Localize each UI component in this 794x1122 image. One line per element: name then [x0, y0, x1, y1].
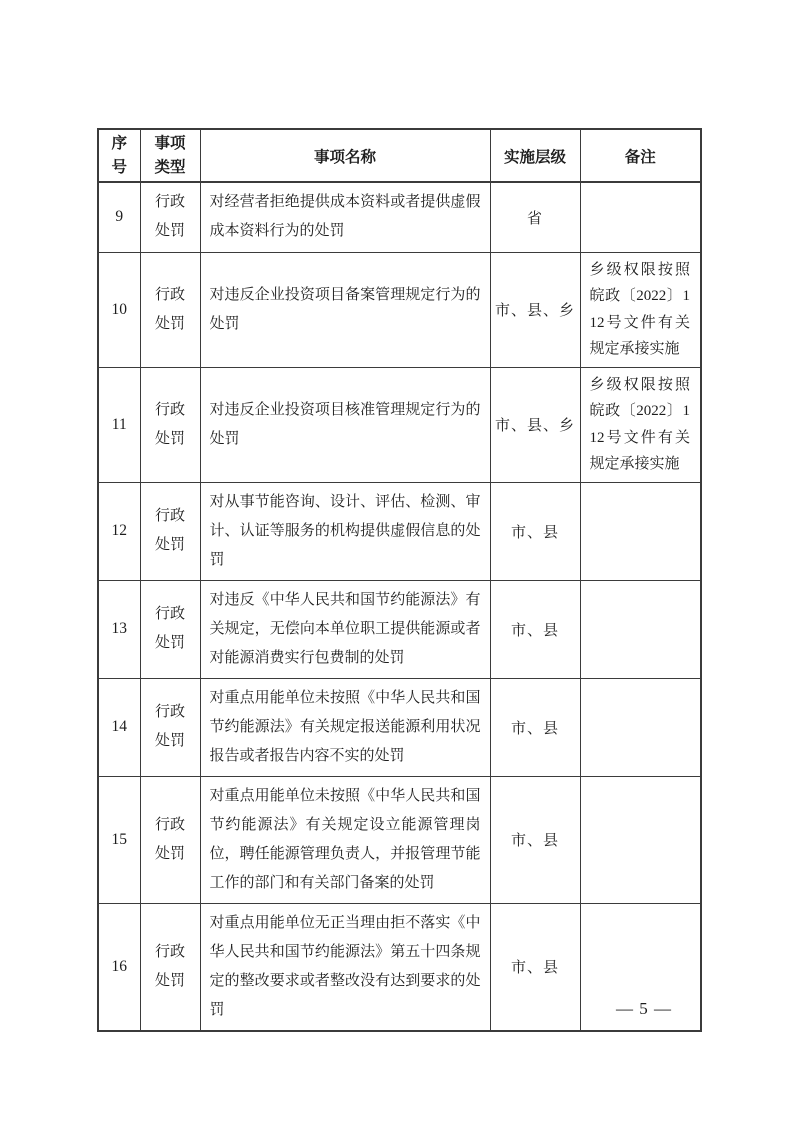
- header-label-no: 序号: [111, 134, 127, 176]
- row-name-cell: 对经营者拒绝提供成本资料或者提供虚假成本资料行为的处罚: [200, 182, 490, 252]
- row-remark-cell: [580, 482, 701, 580]
- row-level-cell: 市、县、乡: [490, 367, 580, 482]
- table-row: [98, 903, 701, 1031]
- row-type-label: 行政处罚: [154, 943, 185, 989]
- row-type-cell: [140, 367, 200, 482]
- table-row: [98, 678, 701, 776]
- row-remark-cell: 乡级权限按照皖政〔2022〕112号文件有关规定承接实施: [580, 367, 701, 482]
- row-level-cell: 市、县: [490, 482, 580, 580]
- row-name-cell: 对重点用能单位无正当理由拒不落实《中华人民共和国节约能源法》第五十四条规定的整改要求或者整改没有达到要求的处罚: [200, 903, 490, 1031]
- page-number: — 5 —: [616, 999, 672, 1018]
- header-row: [98, 129, 701, 182]
- row-level-cell: 省: [490, 182, 580, 252]
- row-number-cell: 12: [98, 482, 140, 580]
- row-remark-cell: [580, 182, 701, 252]
- row-type-cell: [140, 482, 200, 580]
- row-type-label: 行政处罚: [154, 401, 185, 447]
- row-level-cell: 市、县、乡: [490, 252, 580, 367]
- row-remark-cell: [580, 580, 701, 678]
- row-type-cell: [140, 678, 200, 776]
- row-level-cell: 市、县: [490, 580, 580, 678]
- row-type-label: 行政处罚: [154, 194, 185, 240]
- row-type-cell: [140, 776, 200, 903]
- table-body: [98, 182, 701, 1031]
- row-number-cell: 14: [98, 678, 140, 776]
- row-name-cell: 对违反《中华人民共和国节约能源法》有关规定，无偿向本单位职工提供能源或者对能源消费实行包费制的处罚: [200, 580, 490, 678]
- header-label-name: 事项名称: [313, 148, 376, 166]
- header-cell-level: [490, 129, 580, 182]
- row-type-cell: [140, 903, 200, 1031]
- row-number-cell: 13: [98, 580, 140, 678]
- header-cell-remark: [580, 129, 701, 182]
- header-cell-name: [200, 129, 490, 182]
- table-row: [98, 482, 701, 580]
- row-type-cell: [140, 182, 200, 252]
- table-header: [98, 129, 701, 182]
- row-type-label: 行政处罚: [154, 606, 185, 651]
- row-type-cell: [140, 252, 200, 367]
- row-number-cell: 10: [98, 252, 140, 367]
- header-cell-no: [98, 129, 140, 182]
- table-row: [98, 367, 701, 482]
- row-name-cell: 对违反企业投资项目备案管理规定行为的处罚: [200, 252, 490, 367]
- row-remark-cell: 乡级权限按照皖政〔2022〕112号文件有关规定承接实施: [580, 252, 701, 367]
- row-type-cell: [140, 580, 200, 678]
- row-level-cell: 市、县: [490, 776, 580, 903]
- header-label-remark: 备注: [624, 148, 656, 166]
- row-number-cell: 15: [98, 776, 140, 903]
- row-number-cell: 11: [98, 367, 140, 482]
- row-number-cell: 16: [98, 903, 140, 1031]
- row-level-cell: 市、县: [490, 903, 580, 1031]
- table-row: [98, 776, 701, 903]
- row-remark-cell: [580, 776, 701, 903]
- header-label-type: 事项类型: [154, 134, 186, 176]
- row-name-cell: 对违反企业投资项目核准管理规定行为的处罚: [200, 367, 490, 482]
- header-cell-type: [140, 129, 200, 182]
- row-number-cell: 9: [98, 182, 140, 252]
- table-row: [98, 580, 701, 678]
- row-type-label: 行政处罚: [154, 508, 185, 553]
- header-label-level: 实施层级: [503, 148, 566, 166]
- row-name-cell: 对重点用能单位未按照《中华人民共和国节约能源法》有关规定设立能源管理岗位，聘任能源管理负责人，并报管理节能工作的部门和有关部门备案的处罚: [200, 776, 490, 903]
- table-row: [98, 252, 701, 367]
- items-table: [97, 128, 702, 1032]
- row-type-label: 行政处罚: [154, 816, 185, 862]
- row-name-cell: 对重点用能单位未按照《中华人民共和国节约能源法》有关规定报送能源利用状况报告或者报告内容不实的处罚: [200, 678, 490, 776]
- row-remark-cell: [580, 678, 701, 776]
- row-type-label: 行政处罚: [154, 704, 185, 749]
- row-type-label: 行政处罚: [154, 286, 185, 332]
- row-level-cell: 市、县: [490, 678, 580, 776]
- table-row: [98, 182, 701, 252]
- row-name-cell: 对从事节能咨询、设计、评估、检测、审计、认证等服务的机构提供虚假信息的处罚: [200, 482, 490, 580]
